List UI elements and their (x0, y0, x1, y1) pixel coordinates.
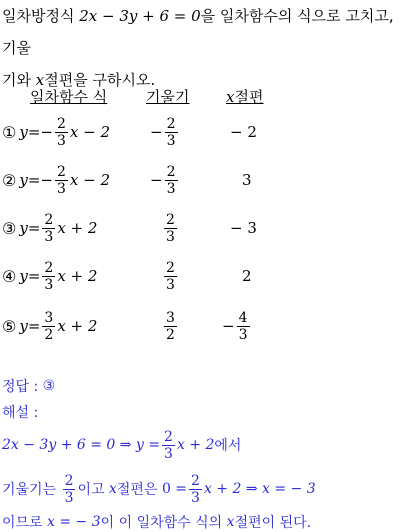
header-function: 일차함수 식 (30, 88, 108, 106)
option-2-equation: ② y=− $\frac{2}{3}$ x − 2 (2, 163, 110, 197)
question-suffix: 을 일차함수의 식으로 고치고, 기울 (2, 7, 394, 57)
question-equation: 2x − 3y + 6 = 0 (79, 7, 201, 25)
option-5-x-intercept: − $\frac{4}{3}$ (222, 309, 248, 343)
option-1-x-intercept: − 2 (230, 123, 257, 141)
option-3-slope: $\frac{2}{3}$ (166, 211, 175, 245)
option-4-slope: $\frac{2}{3}$ (166, 259, 175, 293)
question-text (2, 0, 398, 96)
option-2-slope: − $\frac{2}{3}$ (150, 163, 176, 197)
option-1-equation: ① y=− $\frac{2}{3}$ x − 2 (2, 115, 110, 149)
question-line2-a: 기와 (2, 71, 31, 89)
option-2-x-intercept: 3 (242, 171, 252, 189)
solution-line-3: 이므로 x = − 3 이 이 일차함수 식의 x 절편이 된다. (2, 514, 312, 531)
question-prefix: 일차방정식 (2, 7, 75, 25)
question-x-var: x (35, 71, 45, 89)
question-line2-b: 절편을 구하시오. (44, 71, 156, 89)
header-x-intercept: x절편 (226, 88, 264, 106)
option-1-slope: − $\frac{2}{3}$ (150, 115, 176, 149)
option-5-equation: ⑤ y= $\frac{3}{2}$ x + 2 (2, 309, 98, 343)
option-5-slope: $\frac{3}{2}$ (166, 309, 175, 343)
option-4-x-intercept: 2 (242, 267, 252, 285)
solution-line-1: 2x − 3y + 6 = 0 ⇒ y = $\frac{2}{3}$ x + 2 에서 (2, 428, 242, 462)
option-3-equation: ③ y= $\frac{2}{3}$ x + 2 (2, 211, 98, 245)
header-slope: 기울기 (146, 88, 190, 106)
option-4-equation: ④ y= $\frac{2}{3}$ x + 2 (2, 259, 98, 293)
explanation-label: 해설 : (2, 405, 39, 421)
solution-line-2: 기울기는 $\frac{2}{3}$ 이고 x 절편은 0 = $\frac{2}{3}$ x + 2 ⇒ x = − 3 (2, 472, 316, 506)
answer-line: 정답 : ③ (2, 378, 56, 395)
option-3-x-intercept: − 3 (230, 219, 257, 237)
